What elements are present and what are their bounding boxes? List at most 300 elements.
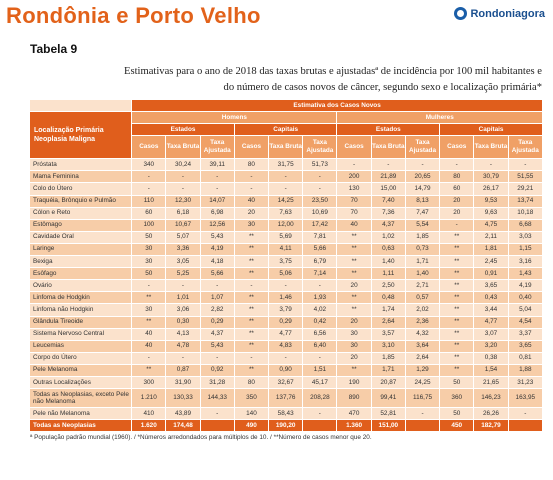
table-cell: 1,74 — [371, 304, 405, 316]
table-cell: 58,43 — [269, 408, 303, 420]
row-site-label: Estômago — [30, 219, 132, 231]
table-cell: ** — [234, 316, 268, 328]
table-row — [30, 256, 543, 268]
header-homens: Homens — [132, 112, 337, 124]
footnote: ª População padrão mundial (1960). / *Números arredondados para múltiplos de 10. / **Número de casos menor que 20. — [30, 434, 372, 441]
total-cell: 151,00 — [371, 420, 405, 432]
table-cell: 70 — [337, 195, 371, 207]
table-cell: 50 — [132, 231, 166, 243]
table-cell: 20 — [337, 280, 371, 292]
table-cell: 300 — [132, 376, 166, 388]
table-cell: 5,04 — [508, 304, 542, 316]
table-cell: 31,28 — [200, 376, 234, 388]
table-cell: 40 — [234, 195, 268, 207]
table-cell: 60 — [132, 207, 166, 219]
table-cell: 32,67 — [269, 376, 303, 388]
table-row — [30, 243, 543, 255]
table-cell: 3,37 — [508, 328, 542, 340]
table-cell: 3,20 — [474, 340, 508, 352]
table-row — [30, 171, 543, 183]
table-row — [30, 159, 543, 171]
table-cell: ** — [337, 268, 371, 280]
table-cell: 24,25 — [405, 376, 439, 388]
table-cell: 4,32 — [405, 328, 439, 340]
row-site-label: Mama Feminina — [30, 171, 132, 183]
table-cell: 21,89 — [371, 171, 405, 183]
table-cell: ** — [440, 316, 474, 328]
table-cell: 2,45 — [474, 256, 508, 268]
table-cell: 0,43 — [474, 292, 508, 304]
table-cell: - — [303, 280, 337, 292]
table-cell: 23,50 — [303, 195, 337, 207]
table-cell: 50 — [440, 376, 474, 388]
row-site-label: Colo do Útero — [30, 183, 132, 195]
table-cell: ** — [337, 231, 371, 243]
table-row — [30, 231, 543, 243]
table-cell: - — [166, 183, 200, 195]
table-cell: 45,17 — [303, 376, 337, 388]
table-cell: 1,07 — [200, 292, 234, 304]
row-site-label: Traquéia, Brônquio e Pulmão — [30, 195, 132, 207]
header-casos: Casos — [440, 136, 474, 159]
table-cell: - — [508, 159, 542, 171]
table-cell: 60 — [440, 183, 474, 195]
table-cell: 3,03 — [508, 231, 542, 243]
table-cell: 30 — [132, 304, 166, 316]
table-cell: 80 — [234, 159, 268, 171]
table-cell: 13,74 — [508, 195, 542, 207]
table-cell: - — [200, 280, 234, 292]
table-cell: ** — [337, 243, 371, 255]
table-cell: ** — [440, 256, 474, 268]
table-cell: 99,41 — [371, 389, 405, 408]
total-cell: 190,20 — [269, 420, 303, 432]
table-cell: 1,85 — [371, 352, 405, 364]
table-row — [30, 408, 543, 420]
table-cell: 6,79 — [303, 256, 337, 268]
table-cell: - — [234, 183, 268, 195]
table-cell: 7,36 — [371, 207, 405, 219]
table-cell: 43,89 — [166, 408, 200, 420]
table-row — [30, 376, 543, 388]
table-cell: ** — [440, 352, 474, 364]
table-cell: 190 — [337, 376, 371, 388]
row-site-label: Próstata — [30, 159, 132, 171]
header-taxa-bruta: Taxa Bruta — [474, 136, 508, 159]
table-cell: 5,66 — [303, 243, 337, 255]
table-cell: 340 — [132, 159, 166, 171]
table-cell: 0,81 — [508, 352, 542, 364]
table-cell: 208,28 — [303, 389, 337, 408]
table-cell: 0,63 — [371, 243, 405, 255]
table-cell: 0,91 — [474, 268, 508, 280]
table-cell: 1,02 — [371, 231, 405, 243]
table-cell: 1,15 — [508, 243, 542, 255]
table-row — [30, 183, 543, 195]
table-cell: - — [303, 183, 337, 195]
table-cell: 70 — [337, 207, 371, 219]
table-cell: 100 — [132, 219, 166, 231]
logo-text: Rondoniagora — [470, 7, 545, 20]
table-cell: 1,43 — [508, 268, 542, 280]
table-cell: 2,11 — [474, 231, 508, 243]
table-cell: 40 — [132, 328, 166, 340]
table-cell: 137,76 — [269, 389, 303, 408]
page-title: Rondônia e Porto Velho — [6, 3, 261, 28]
table-cell: 2,64 — [371, 316, 405, 328]
table-cell: 2,50 — [371, 280, 405, 292]
table-cell: - — [269, 280, 303, 292]
table-cell: ** — [234, 268, 268, 280]
table-cell: 4,37 — [371, 219, 405, 231]
table-cell: 3,65 — [474, 280, 508, 292]
table-cell: 0,30 — [166, 316, 200, 328]
table-cell: 3,07 — [474, 328, 508, 340]
table-cell: - — [200, 408, 234, 420]
row-site-label: Todas as Neoplasias, exceto Pele não Melanoma — [30, 389, 132, 408]
table-cell: ** — [337, 304, 371, 316]
table-cell: ** — [440, 304, 474, 316]
table-cell: 30 — [337, 340, 371, 352]
table-cell: 4,77 — [269, 328, 303, 340]
table-cell: 1,54 — [474, 364, 508, 376]
row-site-label: Corpo do Útero — [30, 352, 132, 364]
table-cell: - — [269, 171, 303, 183]
table-cell: - — [200, 171, 234, 183]
table-row — [30, 352, 543, 364]
table-cell: 130 — [337, 183, 371, 195]
total-row — [30, 420, 543, 432]
table-row — [30, 219, 543, 231]
table-cell: 6,56 — [303, 328, 337, 340]
table-cell: 0,29 — [200, 316, 234, 328]
total-cell: 1.360 — [337, 420, 371, 432]
header-capitais-h: Capitais — [234, 124, 337, 136]
table-cell: 20,65 — [405, 171, 439, 183]
table-row — [30, 389, 543, 408]
table-cell: 51,55 — [508, 171, 542, 183]
table-cell: 1.210 — [132, 389, 166, 408]
table-cell: 17,42 — [303, 219, 337, 231]
table-cell: 1,88 — [508, 364, 542, 376]
total-cell: 182,79 — [474, 420, 508, 432]
table-cell: 116,75 — [405, 389, 439, 408]
table-cell: 26,26 — [474, 408, 508, 420]
table-cell: 1,71 — [371, 364, 405, 376]
table-cell: 5,06 — [269, 268, 303, 280]
table-cell: - — [440, 219, 474, 231]
table-cell: - — [303, 408, 337, 420]
table-cell: 14,07 — [200, 195, 234, 207]
table-cell: 31,90 — [166, 376, 200, 388]
table-cell: 0,92 — [200, 364, 234, 376]
row-site-label: Outras Localizações — [30, 376, 132, 388]
table-cell: 1,46 — [269, 292, 303, 304]
table-cell: - — [474, 159, 508, 171]
table-row — [30, 340, 543, 352]
header-casos: Casos — [132, 136, 166, 159]
table-cell: - — [132, 280, 166, 292]
table-cell: 39,11 — [200, 159, 234, 171]
table-cell: 410 — [132, 408, 166, 420]
table-cell: 9,53 — [474, 195, 508, 207]
table-cell: 4,02 — [303, 304, 337, 316]
table-cell: 9,63 — [474, 207, 508, 219]
table-cell: 31,75 — [269, 159, 303, 171]
table-cell: 0,90 — [269, 364, 303, 376]
table-cell: 7,40 — [371, 195, 405, 207]
table-cell: 30 — [132, 256, 166, 268]
header-mulheres: Mulheres — [337, 112, 543, 124]
table-cell: 163,95 — [508, 389, 542, 408]
table-cell: - — [303, 352, 337, 364]
table-row — [30, 292, 543, 304]
table-cell: ** — [234, 243, 268, 255]
table-cell: - — [132, 171, 166, 183]
table-cell: 3,65 — [508, 340, 542, 352]
table-cell: 6,68 — [508, 219, 542, 231]
table-cell: ** — [337, 292, 371, 304]
table-cell: 1,71 — [405, 256, 439, 268]
table-cell: - — [234, 352, 268, 364]
header-taxa-ajustada: Taxa Ajustada — [200, 136, 234, 159]
table-cell: 21,65 — [474, 376, 508, 388]
table-cell: 3,57 — [371, 328, 405, 340]
table-cell: 4,13 — [166, 328, 200, 340]
table-cell: 470 — [337, 408, 371, 420]
table-cell: ** — [234, 328, 268, 340]
table-cell: 1,85 — [405, 231, 439, 243]
table-cell: ** — [132, 364, 166, 376]
table-cell: 12,56 — [200, 219, 234, 231]
row-site-label: Sistema Nervoso Central — [30, 328, 132, 340]
table-cell: 3,06 — [166, 304, 200, 316]
table-cell: ** — [440, 231, 474, 243]
row-site-label: Linfoma não Hodgkin — [30, 304, 132, 316]
table-cell: 4,19 — [200, 243, 234, 255]
table-cell: 3,05 — [166, 256, 200, 268]
table-cell: 110 — [132, 195, 166, 207]
table-cell: ** — [440, 268, 474, 280]
table-cell: 5,43 — [200, 340, 234, 352]
header-taxa-bruta: Taxa Bruta — [371, 136, 405, 159]
table-cell: ** — [234, 304, 268, 316]
total-cell — [405, 420, 439, 432]
table-cell: 20 — [337, 352, 371, 364]
table-cell: 30,79 — [474, 171, 508, 183]
table-cell: - — [234, 280, 268, 292]
total-cell — [508, 420, 542, 432]
table-cell: ** — [440, 364, 474, 376]
table-row — [30, 195, 543, 207]
table-cell: 0,29 — [269, 316, 303, 328]
table-cell: 20,87 — [371, 376, 405, 388]
total-cell: 490 — [234, 420, 268, 432]
table-cell: 7,81 — [303, 231, 337, 243]
table-cell: 30 — [132, 243, 166, 255]
table-cell: 3,75 — [269, 256, 303, 268]
table-cell: 1,81 — [474, 243, 508, 255]
row-site-label: Pele não Melanoma — [30, 408, 132, 420]
table-cell: ** — [132, 316, 166, 328]
table-cell: 1,01 — [166, 292, 200, 304]
table-cell: 3,10 — [371, 340, 405, 352]
table-cell: 4,11 — [269, 243, 303, 255]
table-cell: 10,18 — [508, 207, 542, 219]
table-cell: 0,48 — [371, 292, 405, 304]
table-cell: 31,23 — [508, 376, 542, 388]
table-cell: - — [269, 352, 303, 364]
table-cell: 2,02 — [405, 304, 439, 316]
table-cell: 52,81 — [371, 408, 405, 420]
table-cell: 20 — [440, 207, 474, 219]
table-cell: - — [269, 183, 303, 195]
table-cell: ** — [337, 256, 371, 268]
total-cell: 174,48 — [166, 420, 200, 432]
table-cell: - — [303, 171, 337, 183]
header-estados-m: Estados — [337, 124, 440, 136]
table-cell: ** — [234, 256, 268, 268]
table-cell: 51,73 — [303, 159, 337, 171]
table-cell: 1,93 — [303, 292, 337, 304]
table-cell: 6,98 — [200, 207, 234, 219]
row-site-label: Bexiga — [30, 256, 132, 268]
table-cell: 30,24 — [166, 159, 200, 171]
table-cell: 20 — [337, 316, 371, 328]
row-site-label: Ovário — [30, 280, 132, 292]
table-cell: - — [371, 159, 405, 171]
row-site-label: Laringe — [30, 243, 132, 255]
table-cell: 0,40 — [508, 292, 542, 304]
table-row — [30, 268, 543, 280]
table-cell: 1,51 — [303, 364, 337, 376]
table-cell: ** — [234, 364, 268, 376]
table-cell: 40 — [337, 219, 371, 231]
brand-logo — [454, 7, 545, 20]
header-casos: Casos — [337, 136, 371, 159]
table-cell: 5,54 — [405, 219, 439, 231]
header-estados-h: Estados — [132, 124, 235, 136]
header-taxa-bruta: Taxa Bruta — [269, 136, 303, 159]
table-cell: 5,43 — [200, 231, 234, 243]
header-site: Localização Primária Neoplasia Maligna — [30, 112, 132, 159]
table-cell: - — [405, 408, 439, 420]
table-cell: ** — [337, 364, 371, 376]
table-cell: 4,78 — [166, 340, 200, 352]
row-site-label: Esôfago — [30, 268, 132, 280]
table-cell: ** — [132, 292, 166, 304]
table-cell: - — [440, 159, 474, 171]
table-cell: 0,73 — [405, 243, 439, 255]
table-cell: 50 — [440, 408, 474, 420]
total-cell — [200, 420, 234, 432]
total-cell: 450 — [440, 420, 474, 432]
table-cell: 12,00 — [269, 219, 303, 231]
table-cell: 350 — [234, 389, 268, 408]
table-cell: 146,23 — [474, 389, 508, 408]
incidence-table — [30, 100, 543, 432]
table-cell: 5,69 — [269, 231, 303, 243]
table-cell: - — [337, 159, 371, 171]
table-cell: 7,63 — [269, 207, 303, 219]
table-cell: 30 — [234, 219, 268, 231]
caption-line-2: do número de casos novos de câncer, segundo sexo e localização primária* — [223, 82, 542, 93]
table-cell: - — [405, 159, 439, 171]
table-cell: ** — [440, 280, 474, 292]
table-label: Tabela 9 — [30, 42, 78, 56]
table-row — [30, 207, 543, 219]
header-capitais-m: Capitais — [440, 124, 543, 136]
table-cell: 4,77 — [474, 316, 508, 328]
table-cell: 8,13 — [405, 195, 439, 207]
table-cell: 0,57 — [405, 292, 439, 304]
table-cell: - — [132, 352, 166, 364]
table-cell: 14,79 — [405, 183, 439, 195]
table-cell: 2,82 — [200, 304, 234, 316]
header-taxa-ajustada: Taxa Ajustada — [508, 136, 542, 159]
table-cell: 6,40 — [303, 340, 337, 352]
table-cell: 0,42 — [303, 316, 337, 328]
table-row — [30, 364, 543, 376]
logo-icon — [454, 7, 467, 20]
table-cell: 6,18 — [166, 207, 200, 219]
table-cell: 2,36 — [405, 316, 439, 328]
header-taxa-bruta: Taxa Bruta — [166, 136, 200, 159]
table-cell: 0,87 — [166, 364, 200, 376]
table-cell: 1,11 — [371, 268, 405, 280]
table-cell: 200 — [337, 171, 371, 183]
table-cell: - — [166, 171, 200, 183]
row-site-label: Leucemias — [30, 340, 132, 352]
total-cell — [303, 420, 337, 432]
table-cell: - — [508, 408, 542, 420]
table-cell: 4,19 — [508, 280, 542, 292]
table-cell: - — [132, 183, 166, 195]
table-row — [30, 316, 543, 328]
table-cell: 130,33 — [166, 389, 200, 408]
header-taxa-ajustada: Taxa Ajustada — [303, 136, 337, 159]
table-cell: ** — [440, 328, 474, 340]
caption-line-1: Estimativas para o ano de 2018 das taxas brutas e ajustadasª de incidência por 100 mil habitantes e — [123, 66, 542, 77]
table-cell: 26,17 — [474, 183, 508, 195]
table-cell: 4,18 — [200, 256, 234, 268]
table-cell: 4,75 — [474, 219, 508, 231]
table-cell: 5,25 — [166, 268, 200, 280]
table-cell: - — [200, 352, 234, 364]
table-cell: 7,47 — [405, 207, 439, 219]
row-site-label: Cólon e Reto — [30, 207, 132, 219]
table-cell: 3,79 — [269, 304, 303, 316]
table-cell: 14,25 — [269, 195, 303, 207]
table-cell: ** — [440, 292, 474, 304]
table-cell: 3,64 — [405, 340, 439, 352]
table-cell: ** — [440, 243, 474, 255]
row-site-label: Cavidade Oral — [30, 231, 132, 243]
table-cell: 0,38 — [474, 352, 508, 364]
table-cell: 20 — [234, 207, 268, 219]
table-cell: 890 — [337, 389, 371, 408]
table-cell: 3,36 — [166, 243, 200, 255]
table-cell: 29,21 — [508, 183, 542, 195]
table-cell: - — [200, 183, 234, 195]
table-cell: 1,40 — [371, 256, 405, 268]
table-cell: 15,00 — [371, 183, 405, 195]
header-taxa-ajustada: Taxa Ajustada — [405, 136, 439, 159]
total-cell: 1.620 — [132, 420, 166, 432]
table-cell: 5,66 — [200, 268, 234, 280]
row-site-label: Pele Melanoma — [30, 364, 132, 376]
table-cell: 3,44 — [474, 304, 508, 316]
